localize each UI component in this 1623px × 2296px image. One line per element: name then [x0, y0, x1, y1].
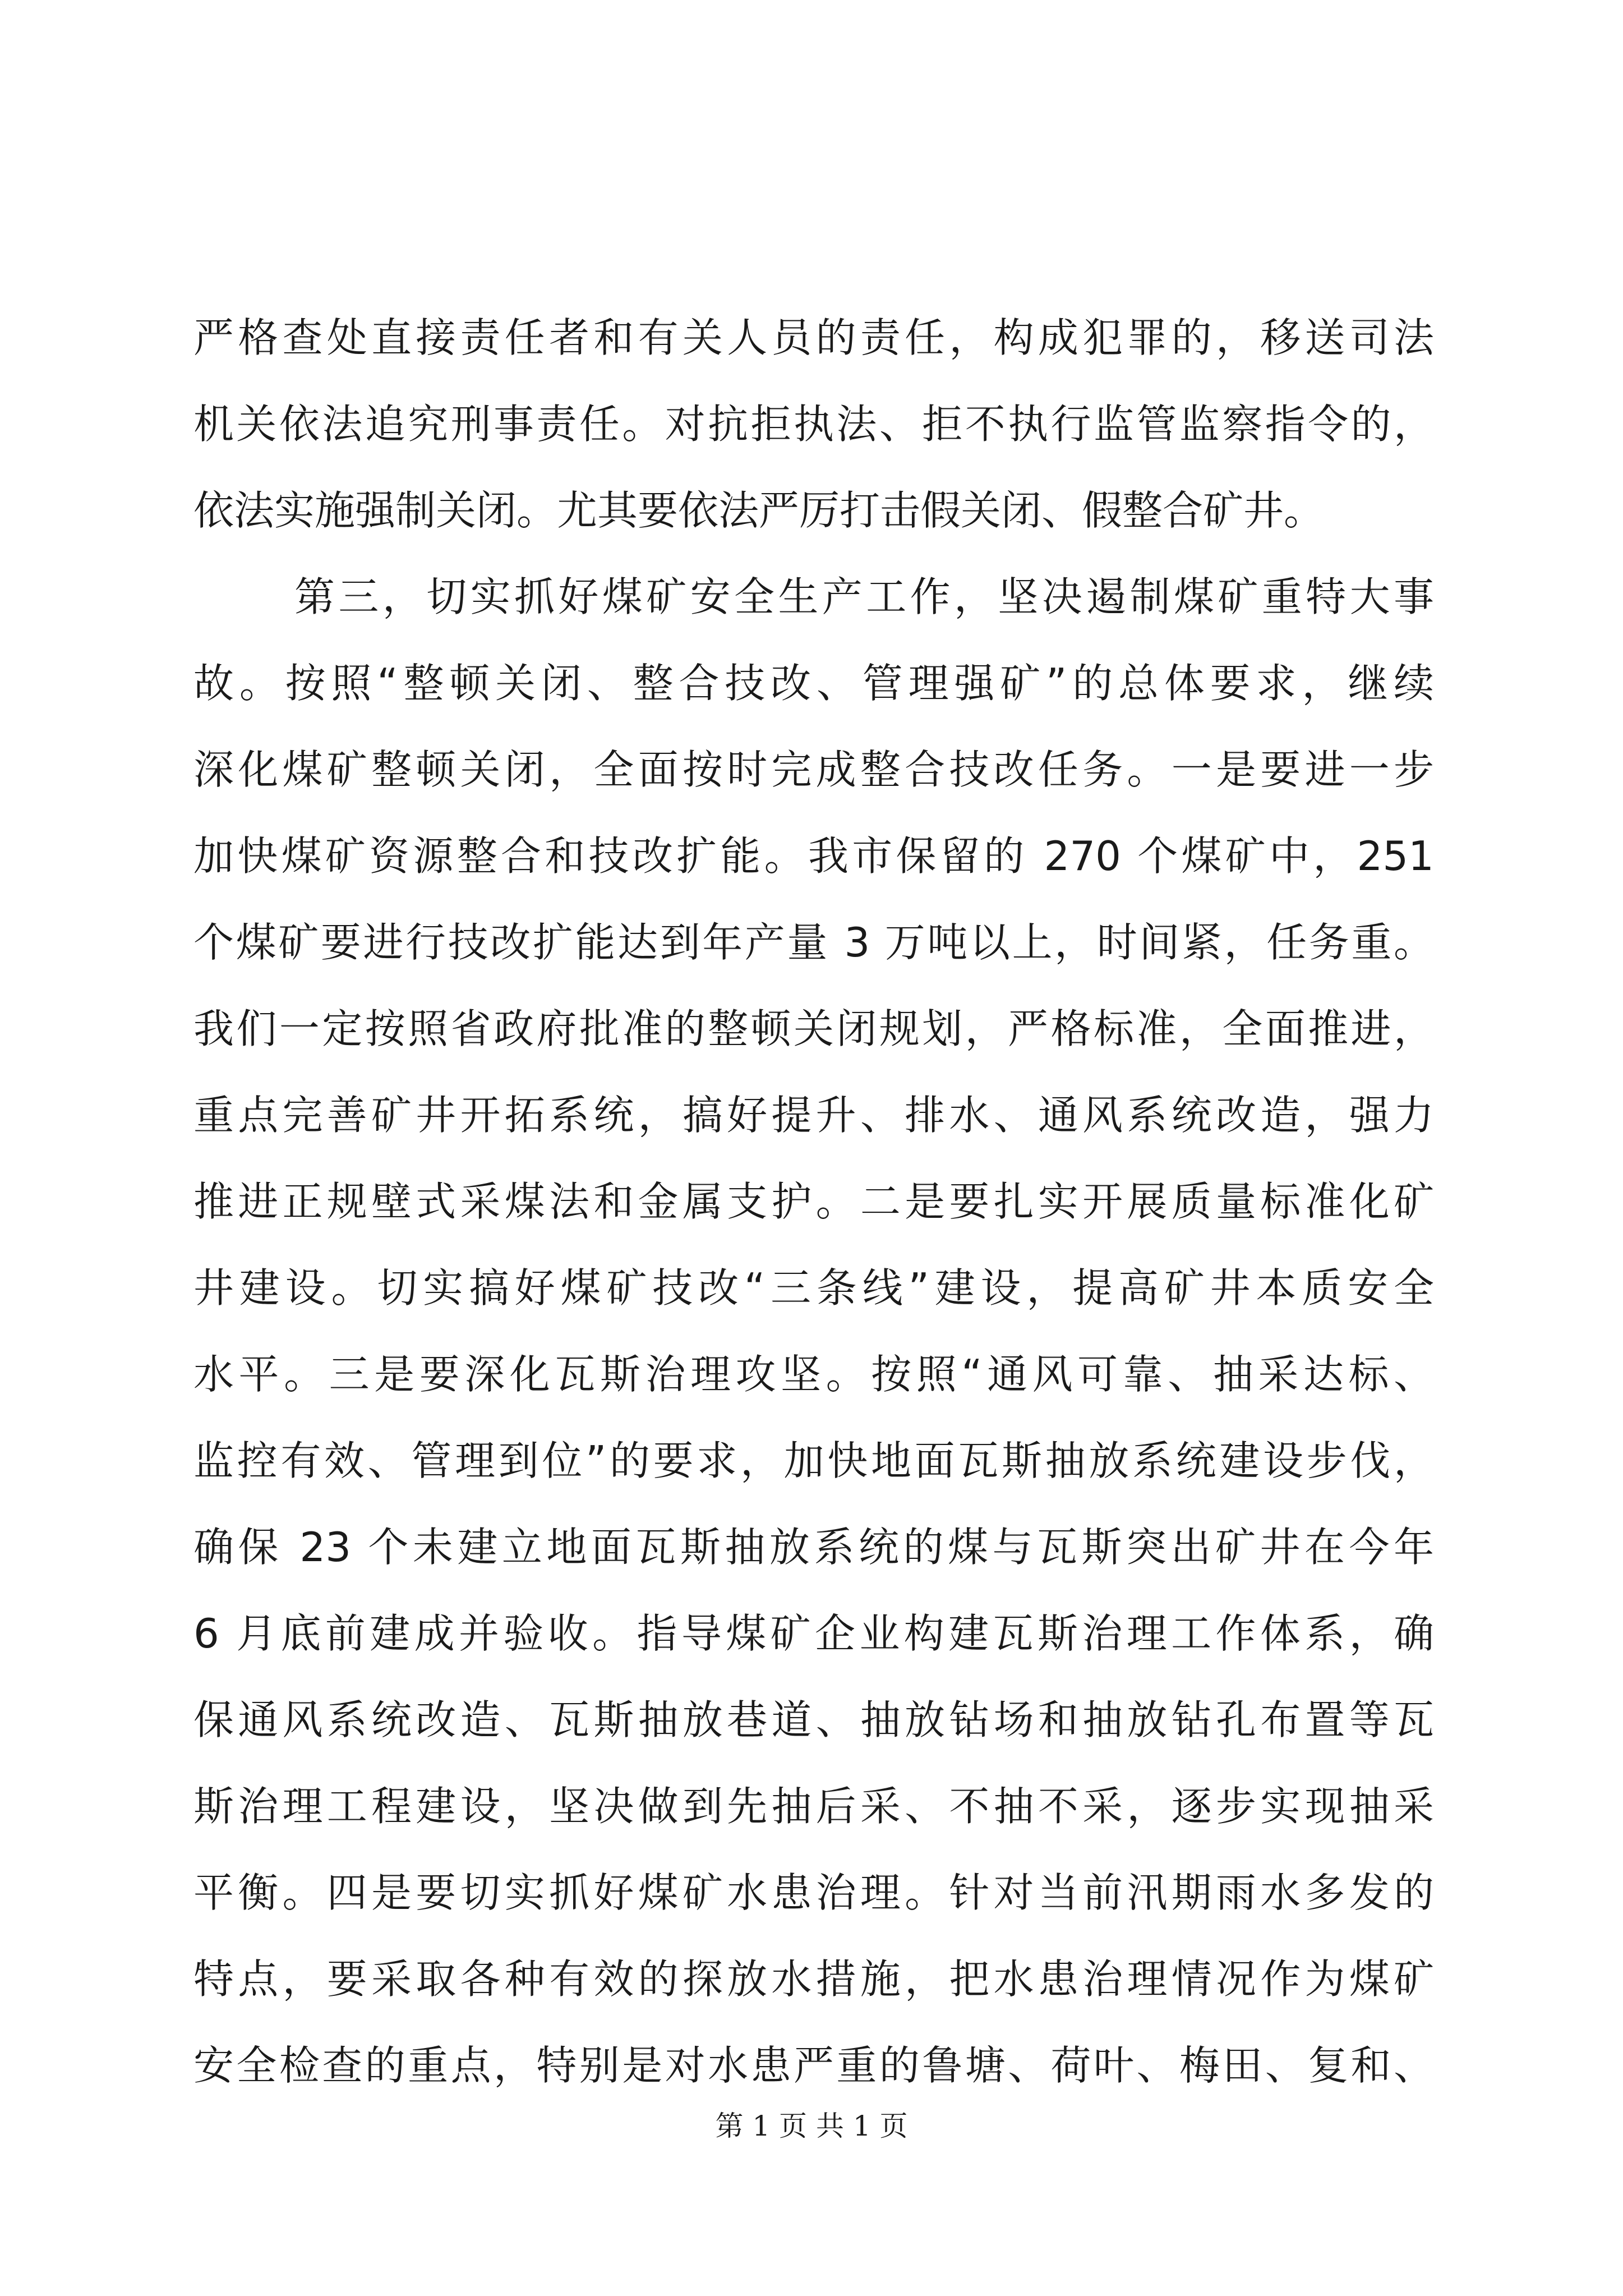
text-line: 特点，要采取各种有效的探放水措施，把水患治理情况作为煤矿 [193, 1955, 1434, 2003]
text-line: 个煤矿要进行技改扩能达到年产量 3 万吨以上，时间紧，任务重。 [193, 919, 1434, 966]
text-line: 水平。三是要深化瓦斯治理攻坚。按照“通风可靠、抽采达标、 [193, 1351, 1434, 1398]
text-line: 6 月底前建成并验收。指导煤矿企业构建瓦斯治理工作体系，确 [193, 1610, 1434, 1657]
text-line: 斯治理工程建设，坚决做到先抽后采、不抽不采，逐步实现抽采 [193, 1783, 1434, 1830]
text-line: 我们一定按照省政府批准的整顿关闭规划，严格标准，全面推进， [193, 1005, 1434, 1052]
text-line: 深化煤矿整顿关闭，全面按时完成整合技改任务。一是要进一步 [193, 746, 1434, 793]
body-text [193, 295, 1434, 2109]
page-number: 第 1 页 共 1 页 [715, 2110, 908, 2142]
text-line: 重点完善矿井开拓系统，搞好提升、排水、通风系统改造，强力 [193, 1092, 1434, 1139]
text-line: 井建设。切实搞好煤矿技改“三条线”建设，提高矿井本质安全 [193, 1264, 1434, 1312]
paragraph-start-line: 第三，切实抓好煤矿安全生产工作，坚决遏制煤矿重特大事 [294, 573, 1434, 620]
page-footer [0, 2104, 1623, 2144]
text-line: 推进正规壁式采煤法和金属支护。二是要扎实开展质量标准化矿 [193, 1178, 1434, 1225]
text-line: 严格查处直接责任者和有关人员的责任，构成犯罪的，移送司法 [193, 314, 1434, 361]
text-line: 安全检查的重点，特别是对水患严重的鲁塘、荷叶、梅田、复和、 [193, 2042, 1434, 2089]
text-line: 保通风系统改造、瓦斯抽放巷道、抽放钻场和抽放钻孔布置等瓦 [193, 1696, 1434, 1743]
text-line: 加快煤矿资源整合和技改扩能。我市保留的 270 个煤矿中，251 [193, 832, 1434, 880]
text-line: 确保 23 个未建立地面瓦斯抽放系统的煤与瓦斯突出矿井在今年 [193, 1524, 1434, 1571]
text-line: 依法实施强制关闭。尤其要依法严厉打击假关闭、假整合矿井。 [193, 487, 1325, 534]
text-line: 故。按照“整顿关闭、整合技改、管理强矿”的总体要求，继续 [193, 660, 1434, 707]
text-line: 平衡。四是要切实抓好煤矿水患治理。针对当前汛期雨水多发的 [193, 1869, 1434, 1916]
text-line: 监控有效、管理到位”的要求，加快地面瓦斯抽放系统建设步伐， [193, 1437, 1434, 1484]
text-line: 机关依法追究刑事责任。对抗拒执法、拒不执行监管监察指令的， [193, 401, 1434, 448]
